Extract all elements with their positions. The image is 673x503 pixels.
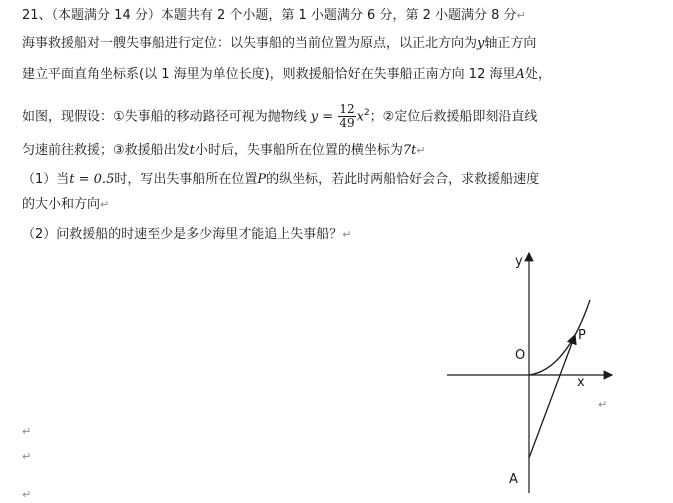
paragraph-mark: ↵ <box>22 450 32 463</box>
var-a: A <box>515 67 525 82</box>
var-t: t <box>189 143 195 158</box>
paragraph-text: 轴正方向 <box>484 36 537 51</box>
label-p: P <box>578 328 586 343</box>
label-a: A <box>509 472 518 487</box>
paragraph-text: 海事救援船对一艘失事船进行定位：以失事船的当前位置为原点，以正北方向为 <box>22 36 478 51</box>
question-text: （1）当 <box>22 172 70 187</box>
var-p: P <box>257 172 267 187</box>
problem-number: 21、 <box>22 8 52 23</box>
question-text: 的纵坐标，若此时两船恰好会合，求救援船速度 <box>266 172 540 187</box>
var-y: y <box>477 36 485 51</box>
paragraph-text: 如图，现假设：①失事船的移动路径可视为抛物线 <box>22 109 307 125</box>
paragraph-text: 处， <box>524 67 551 82</box>
paragraph-text: 小时后，失事船所在位置的横坐标为 <box>194 143 403 158</box>
q1-condition: t = 0.5 <box>69 172 115 187</box>
rescue-path-line <box>529 335 575 458</box>
label-x: x <box>577 375 585 390</box>
equation-exponent: 2 <box>363 108 370 118</box>
paragraph-text: 匀速前往救援；③救援船出发 <box>22 143 190 158</box>
paragraph-text: 建立平面直角坐标系(以 1 海里为单位长度)，则救援船恰好在失事船正南方向 12 海里 <box>22 67 516 82</box>
problem-header-text: （本题满分 14 分）本题共有 2 个小题，第 1 小题满分 6 分，第 2 小题满分 8 分 <box>51 8 517 23</box>
paragraph-text: ；②定位后救援船即刻沿直线 <box>369 109 538 125</box>
equation-lhs: y = <box>310 109 334 125</box>
question-text: 的大小和方向 <box>22 197 101 212</box>
equation-var-x: x <box>356 109 364 125</box>
paragraph-mark: ↵ <box>516 9 526 22</box>
label-o: O <box>515 348 526 363</box>
paragraph-mark: ↵ <box>22 425 32 438</box>
fraction-numerator: 12 <box>339 102 355 117</box>
paragraph-mark: ↵ <box>598 398 608 411</box>
question-text: 时，写出失事船所在位置 <box>114 172 258 187</box>
paragraph-mark: ↵ <box>100 198 110 211</box>
paragraph-mark: ↵ <box>22 488 32 501</box>
paragraph-mark: ↵ <box>416 144 426 157</box>
paragraph-mark: ↵ <box>342 228 352 241</box>
fraction-denominator: 49 <box>339 116 355 131</box>
expr-7t: 7t <box>402 143 417 158</box>
question-text: （2）问救援船的时速至少是多少海里才能追上失事船？ <box>22 227 343 242</box>
label-y: y <box>515 254 523 269</box>
